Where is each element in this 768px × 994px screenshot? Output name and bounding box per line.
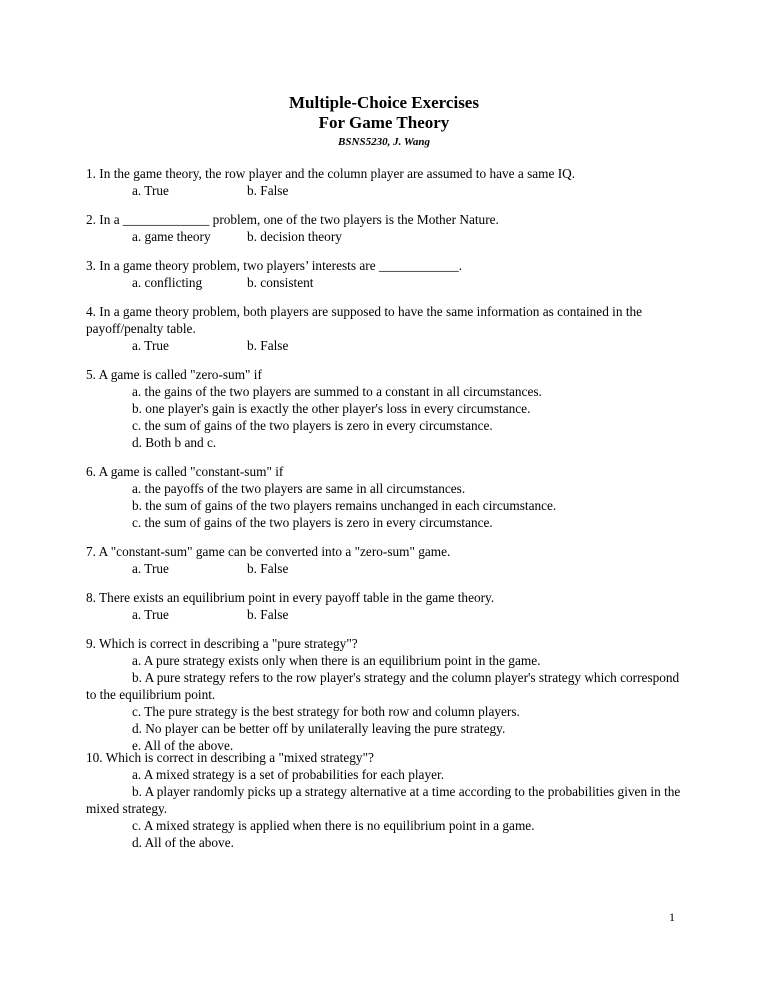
question-stem: 1. In the game theory, the row player and the column player are assumed to have a same IQ. xyxy=(86,166,576,181)
option-b: b. decision theory xyxy=(247,229,342,244)
option-a: a. the payoffs of the two players are same in all circumstances. xyxy=(132,481,466,496)
question-10 xyxy=(86,749,692,851)
option-a: a. the gains of the two players are summed to a constant in all circumstances. xyxy=(132,384,542,399)
option-a: a. A pure strategy exists only when there is an equilibrium point in the game. xyxy=(132,653,541,668)
option-d: d. No player can be better off by unilaterally leaving the pure strategy. xyxy=(132,721,506,736)
question-stem: 8. There exists an equilibrium point in every payoff table in the game theory. xyxy=(86,590,495,605)
question-8 xyxy=(86,589,686,623)
option-e: e. All of the above. xyxy=(132,738,234,753)
option-b: b. A pure strategy refers to the row player's strategy and the column player's strategy which correspond to the equilibrium point. xyxy=(86,670,680,702)
page-subtitle: For Game Theory xyxy=(318,113,450,132)
option-b: b. False xyxy=(247,183,289,198)
options-row xyxy=(86,182,686,199)
option-a: a. True xyxy=(132,338,169,353)
option-c: c. The pure strategy is the best strategy for both row and column players. xyxy=(132,704,520,719)
options-row xyxy=(86,606,686,623)
option-a: a. True xyxy=(132,561,169,576)
option-a: a. conflicting xyxy=(132,275,203,290)
options-row xyxy=(86,337,692,354)
question-6 xyxy=(86,463,686,531)
question-stem: 6. A game is called "constant-sum" if xyxy=(86,464,284,479)
question-stem: 5. A game is called "zero-sum" if xyxy=(86,367,262,382)
option-a: a. True xyxy=(132,183,169,198)
option-b: b. False xyxy=(247,561,289,576)
course-byline: BSNS5230, J. Wang xyxy=(338,136,430,148)
page-title: Multiple-Choice Exercises xyxy=(289,93,479,112)
option-b: b. consistent xyxy=(247,275,314,290)
question-7 xyxy=(86,543,686,577)
option-a: a. A mixed strategy is a set of probabilities for each player. xyxy=(132,767,445,782)
question-4 xyxy=(86,303,692,354)
option-d: d. Both b and c. xyxy=(132,435,217,450)
option-c: c. the sum of gains of the two players is zero in every circumstance. xyxy=(132,418,493,433)
option-a: a. game theory xyxy=(132,229,211,244)
option-c: c. A mixed strategy is applied when there is no equilibrium point in a game. xyxy=(132,818,535,833)
question-5 xyxy=(86,366,686,451)
option-d: d. All of the above. xyxy=(132,835,234,850)
question-9 xyxy=(86,635,686,754)
question-2 xyxy=(86,211,686,245)
option-b: b. False xyxy=(247,338,289,353)
options-row xyxy=(86,228,686,245)
question-1 xyxy=(86,165,686,199)
question-stem: 7. A "constant-sum" game can be converted into a "zero-sum" game. xyxy=(86,544,451,559)
question-stem: 3. In a game theory problem, two players’ interests are ____________. xyxy=(86,258,463,273)
option-b: b. A player randomly picks up a strategy alternative at a time according to the probabilities given in the mixed strategy. xyxy=(86,784,681,816)
page-number: 1 xyxy=(669,910,675,924)
option-a: a. True xyxy=(132,607,169,622)
options-row xyxy=(86,274,686,291)
option-b: b. one player's gain is exactly the other player's loss in every circumstance. xyxy=(132,401,531,416)
option-c: c. the sum of gains of the two players is zero in every circumstance. xyxy=(132,515,493,530)
question-3 xyxy=(86,257,686,291)
question-stem: 4. In a game theory problem, both players are supposed to have the same information as contained in the payoff/penalty table. xyxy=(86,304,643,336)
options-row xyxy=(86,560,686,577)
question-stem: 9. Which is correct in describing a "pure strategy"? xyxy=(86,636,358,651)
option-b: b. False xyxy=(247,607,289,622)
option-b: b. the sum of gains of the two players remains unchanged in each circumstance. xyxy=(132,498,557,513)
question-stem: 2. In a _____________ problem, one of the two players is the Mother Nature. xyxy=(86,212,499,227)
question-stem: 10. Which is correct in describing a "mixed strategy"? xyxy=(86,750,374,765)
